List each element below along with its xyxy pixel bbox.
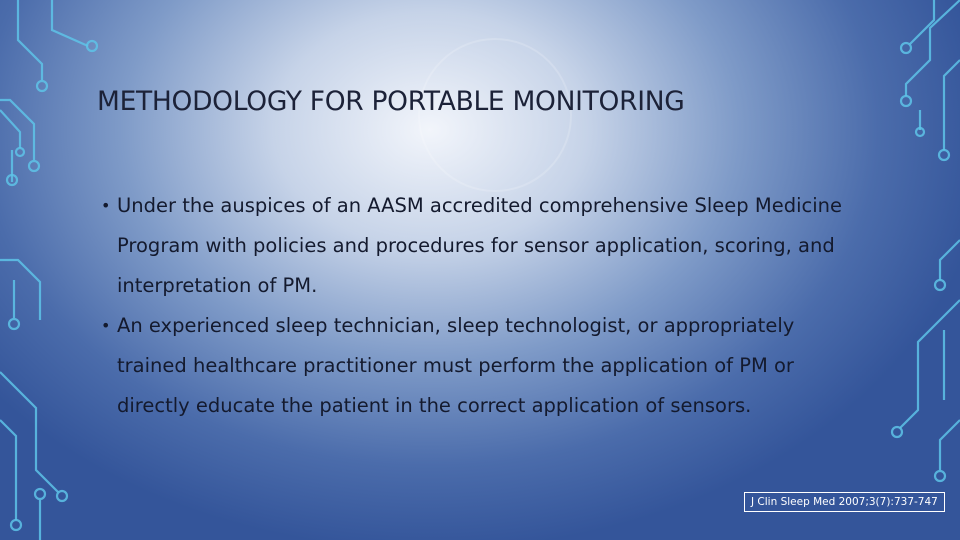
slide-title: METHODOLOGY FOR PORTABLE MONITORING [97, 86, 685, 117]
bullet-text: An experienced sleep technician, sleep technologist, or appropriately trained healthcare practitioner must perform the application of PM or directly educate the patient in the correct application of sensors. [117, 314, 795, 417]
bullet-marker: • [101, 316, 111, 335]
bullet-item [100, 306, 860, 426]
bullet-item [100, 186, 860, 306]
bullet-text: Under the auspices of an AASM accredited comprehensive Sleep Medicine Program with policies and procedures for sensor application, scoring, and interpretation of PM. [117, 194, 842, 297]
bullet-marker: • [101, 196, 111, 215]
bullet-list [100, 186, 860, 426]
citation-box: J Clin Sleep Med 2007;3(7):737-747 [744, 492, 945, 512]
